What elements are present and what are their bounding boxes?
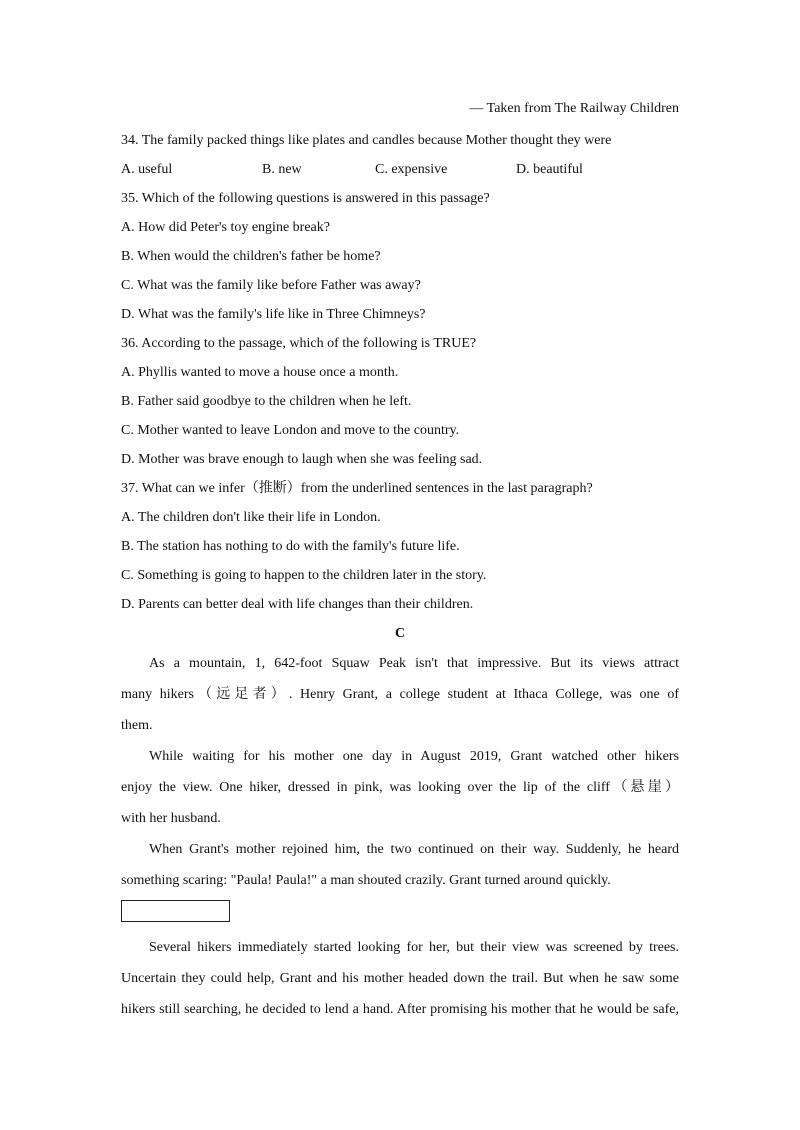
option-d: D. Mother was brave enough to laugh when she was feeling sad. [121,452,483,467]
paragraph-line: While waiting for his mother one day in August 2019, Grant watched other hikers [149,749,679,764]
option-d: D. Parents can better deal with life changes than their children. [121,597,474,612]
paragraph-line: something scaring: "Paula! Paula!" a man shouted crazily. Grant turned around quickly. [121,873,611,888]
document-page [121,98,679,1025]
paragraph [121,932,679,1025]
paragraph [121,741,679,834]
question-34-stem: 34. The family packed things like plates and candles because Mother thought they were [121,133,612,148]
paragraph-line: with her husband. [121,811,221,826]
option-c: C. Mother wanted to leave London and move to the country. [121,423,460,438]
paragraph [121,834,679,896]
question-34-options [121,155,679,184]
paragraph [121,648,679,741]
paragraph-line: Several hikers immediately started looking for her, but their view was screened by trees. [149,940,679,955]
section-title: C [394,626,406,641]
question-36-stem: 36. According to the passage, which of the following is TRUE? [121,336,477,351]
option-c: C. Something is going to happen to the children later in the story. [121,568,487,583]
option-c: C. What was the family like before Father was away? [121,278,421,293]
paragraph-line: many hikers（远足者）. Henry Grant, a college student at Ithaca College, was one of [121,687,679,702]
paragraph-line: them. [121,718,153,733]
option-a: A. useful [121,162,173,177]
source-attribution: — Taken from The Railway Children [469,101,679,116]
option-b: B. new [262,162,302,177]
paragraph-line: enjoy the view. One hiker, dressed in pink, was looking over the lip of the cliff（悬崖） [121,780,679,795]
option-a: A. How did Peter's toy engine break? [121,220,330,235]
option-c: C. expensive [375,162,448,177]
option-d: D. What was the family's life like in Three Chimneys? [121,307,426,322]
paragraph-line: As a mountain, 1, 642-foot Squaw Peak isn't that impressive. But its views attract [149,656,679,671]
option-a: A. The children don't like their life in London. [121,510,381,525]
option-b: B. When would the children's father be home? [121,249,381,264]
question-37-stem: 37. What can we infer（推断）from the underlined sentences in the last paragraph? [121,481,593,496]
paragraph-line: When Grant's mother rejoined him, the two continued on their way. Suddenly, he heard [149,842,679,857]
question-35-stem: 35. Which of the following questions is answered in this passage? [121,191,490,206]
option-b: B. Father said goodbye to the children when he left. [121,394,412,409]
paragraph-line: hikers still searching, he decided to lend a hand. After promising his mother that he would be safe, [121,1002,679,1017]
option-a: A. Phyllis wanted to move a house once a month. [121,365,399,380]
paragraph-line: Uncertain they could help, Grant and his mother headed down the trail. But when he saw some [121,971,679,986]
answer-blank-box [121,900,230,922]
option-d: D. beautiful [516,162,583,177]
option-b: B. The station has nothing to do with the family's future life. [121,539,460,554]
